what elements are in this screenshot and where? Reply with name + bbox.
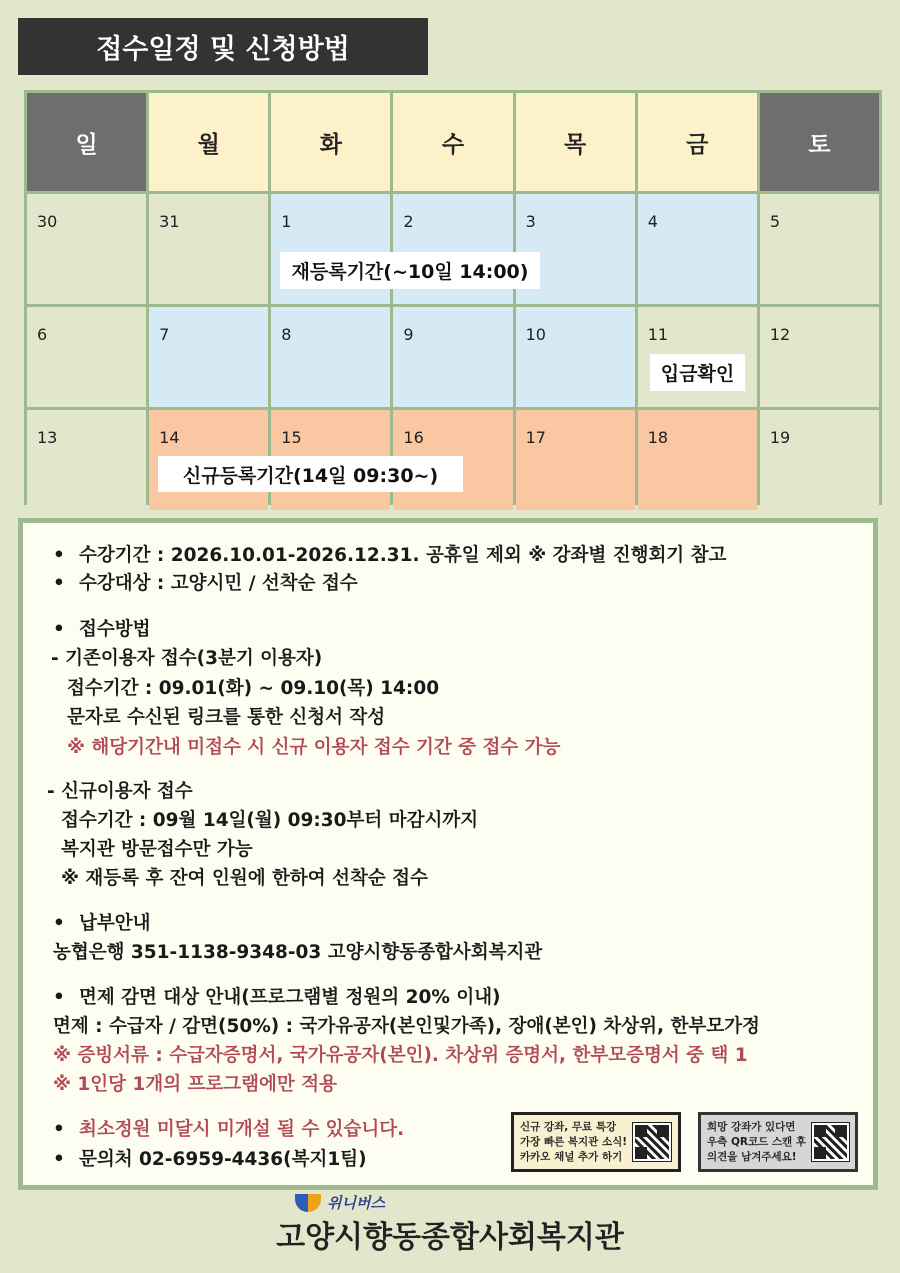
info-discount-title: • 면제 감면 대상 안내(프로그램별 정원의 20% 이내) (53, 987, 501, 1008)
logo-text: 위니버스 (327, 1194, 385, 1212)
calendar-day: 2 (393, 194, 512, 304)
calendar-day: 17 (516, 410, 635, 510)
info-existing-title: - 기존이용자 접수(3분기 이용자) (51, 648, 323, 669)
calendar-day: 10 (516, 307, 635, 407)
calendar-day: 13 (27, 410, 146, 510)
calendar-day: 7 (149, 307, 268, 407)
calendar-day: 3 (516, 194, 635, 304)
calendar-day: 9 (393, 307, 512, 407)
info-min-notice: • 최소정원 미달시 미개설 될 수 있습니다. (53, 1119, 405, 1140)
calendar-day: 4 (638, 194, 757, 304)
calendar-header-mon: 월 (149, 93, 268, 191)
calendar-day: 31 (149, 194, 268, 304)
feedback-qr-box[interactable] (698, 1112, 858, 1172)
info-new-period: 접수기간 : 09월 14일(월) 09:30부터 마감시까지 (61, 810, 479, 831)
calendar-header-tue: 화 (271, 93, 390, 191)
calendar-day: 15 (271, 410, 390, 510)
info-panel (18, 518, 878, 1190)
info-existing-note: ※ 해당기간내 미접수 시 신규 이용자 접수 기간 중 접수 가능 (67, 737, 561, 758)
feedback-text: 희망 강좌가 있다면 우측 QR코드 스캔 후 의견을 남겨주세요! (707, 1120, 806, 1163)
reregister-period-label: 재등록기간(~10일 14:00) (280, 252, 540, 289)
info-discount-docs: ※ 증빙서류 : 수급자증명서, 국가유공자(본인). 차상위 증명서, 한부모증명서 중 택 1 (53, 1045, 748, 1066)
org-logo (295, 1192, 385, 1213)
info-contact: • 문의처 02-6959-4436(복지1팀) (53, 1149, 367, 1170)
calendar-day: 8 (271, 307, 390, 407)
calendar-header-sun: 일 (27, 93, 146, 191)
org-name: 고양시향동종합사회복지관 (276, 1220, 624, 1255)
info-period: • 수강기간 : 2026.10.01-2026.12.31. 공휴일 제외 ※ 강좌별 진행회기 참고 (53, 545, 727, 566)
calendar-header-wed: 수 (393, 93, 512, 191)
info-discount-limit: ※ 1인당 1개의 프로그램에만 적용 (53, 1074, 337, 1095)
calendar-day: 18 (638, 410, 757, 510)
calendar (24, 90, 882, 505)
kakao-channel-text: 신규 강좌, 무료 특강 가장 빠른 복지관 소식! 카카오 채널 추가 하기 (520, 1120, 628, 1163)
kakao-channel-qr-box[interactable] (511, 1112, 681, 1172)
info-target: • 수강대상 : 고양시민 / 선착순 접수 (53, 573, 358, 594)
qr-code-icon (812, 1123, 849, 1161)
page-title: 접수일정 및 신청방법 (18, 18, 428, 75)
info-new-visit: 복지관 방문접수만 가능 (61, 839, 253, 860)
payment-check-label: 입금확인 (650, 354, 745, 391)
calendar-day: 6 (27, 307, 146, 407)
info-discount-detail: 면제 : 수급자 / 감면(50%) : 국가유공자(본인및가족), 장애(본인) 차상위, 한부모가정 (53, 1016, 760, 1037)
calendar-day: 1 (271, 194, 390, 304)
info-payment-account: 농협은행 351-1138-9348-03 고양시향동종합사회복지관 (53, 942, 543, 963)
calendar-day: 11 (638, 307, 757, 407)
calendar-day: 14 (149, 410, 268, 510)
calendar-day: 12 (760, 307, 879, 407)
calendar-day: 16 (393, 410, 512, 510)
qr-code-icon (633, 1123, 671, 1161)
calendar-header-thu: 목 (516, 93, 635, 191)
calendar-day: 30 (27, 194, 146, 304)
info-existing-period: 접수기간 : 09.01(화) ~ 09.10(목) 14:00 (67, 678, 440, 699)
calendar-header-fri: 금 (638, 93, 757, 191)
info-new-title: - 신규이용자 접수 (47, 781, 193, 802)
calendar-day: 19 (760, 410, 879, 510)
info-existing-link: 문자로 수신된 링크를 통한 신청서 작성 (67, 707, 386, 728)
calendar-day: 5 (760, 194, 879, 304)
info-payment-title: • 납부안내 (53, 913, 151, 934)
new-register-period-label: 신규등록기간(14일 09:30~) (158, 456, 463, 492)
info-new-note: ※ 재등록 후 잔여 인원에 한하여 선착순 접수 (61, 868, 428, 889)
winiverse-logo-icon (295, 1194, 321, 1212)
calendar-header-sat: 토 (760, 93, 879, 191)
info-method-title: • 접수방법 (53, 619, 151, 640)
